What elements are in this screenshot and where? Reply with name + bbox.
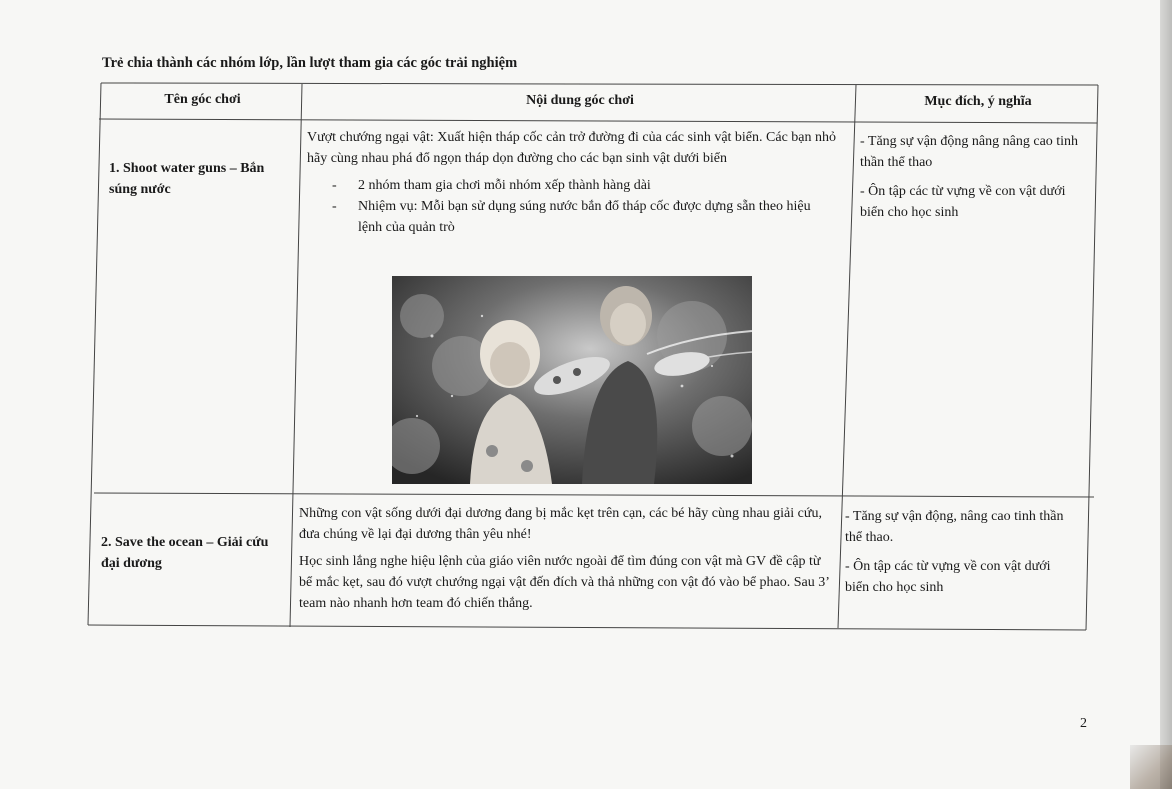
row2-content — [299, 503, 829, 620]
header-bottom-border — [99, 119, 1097, 123]
page-number: 2 — [1080, 716, 1087, 731]
row1-purpose — [860, 131, 1085, 223]
row1-purpose-1: - Tăng sự vận động nâng nâng cao tinh thần thể thao — [860, 134, 1079, 170]
row1-bullet-list — [332, 175, 812, 238]
column-header-purpose: Mục đích, ý nghĩa — [924, 94, 1032, 109]
row1-game-name: 1. Shoot water guns – Bắn súng nước — [109, 161, 265, 197]
table-left-border — [88, 83, 101, 625]
row2-content-paragraph-1: Những con vật sống dưới đại dương đang bị mắc kẹt trên cạn, các bé hãy cùng nhau giải cứu, đưa chúng về lại đại dương thân yêu nhé! — [299, 506, 822, 542]
row2-purpose — [845, 506, 1077, 598]
table-right-border — [1086, 85, 1098, 630]
row1-bullet-1: - 2 nhóm tham gia chơi mỗi nhóm xếp thành hàng dài — [332, 175, 812, 196]
row2-purpose-2: - Ôn tập các từ vựng về con vật dưới biển cho học sinh — [845, 559, 1051, 595]
table-bottom-border — [88, 625, 1086, 630]
column-header-content: Nội dung góc chơi — [526, 93, 634, 108]
table-top-border — [101, 83, 1098, 85]
row1-content — [307, 127, 845, 238]
row2-content-paragraph-2: Học sinh lắng nghe hiệu lệnh của giáo viên nước ngoài để tìm đúng con vật mà GV đề cập từ bể mắc kẹt, sau đó vượt chướng ngại vật đến đích và thả những con vật đó vào bể phao. Sau 3’ team nào nhanh hơn team đó chiến thắng. — [299, 554, 829, 611]
row2-game-name: 2. Save the ocean – Giải cứu đại dương — [101, 535, 269, 571]
children-water-guns-photo — [392, 276, 752, 484]
page-edge — [1160, 0, 1172, 789]
section-heading: Trẻ chia thành các nhóm lớp, lần lượt tham gia các góc trải nghiệm — [102, 55, 518, 71]
row1-bottom-border — [94, 493, 1094, 497]
row1-content-intro: Vượt chướng ngại vật: Xuất hiện tháp cốc cản trở đường đi của các sinh vật biển. Các bạn nhỏ hãy cùng nhau phá đổ ngọn tháp dọn đường cho các bạn sinh vật dưới biển — [307, 130, 836, 166]
column-header-name: Tên góc chơi — [164, 92, 241, 107]
row1-purpose-2: - Ôn tập các từ vựng về con vật dưới biển cho học sinh — [860, 184, 1066, 220]
row2-purpose-1: - Tăng sự vận động, nâng cao tinh thần thể thao. — [845, 509, 1064, 545]
row1-bullet-2: - Nhiệm vụ: Mỗi bạn sử dụng súng nước bắn đổ tháp cốc được dựng sẵn theo hiệu lệnh của quản trò — [332, 196, 812, 238]
